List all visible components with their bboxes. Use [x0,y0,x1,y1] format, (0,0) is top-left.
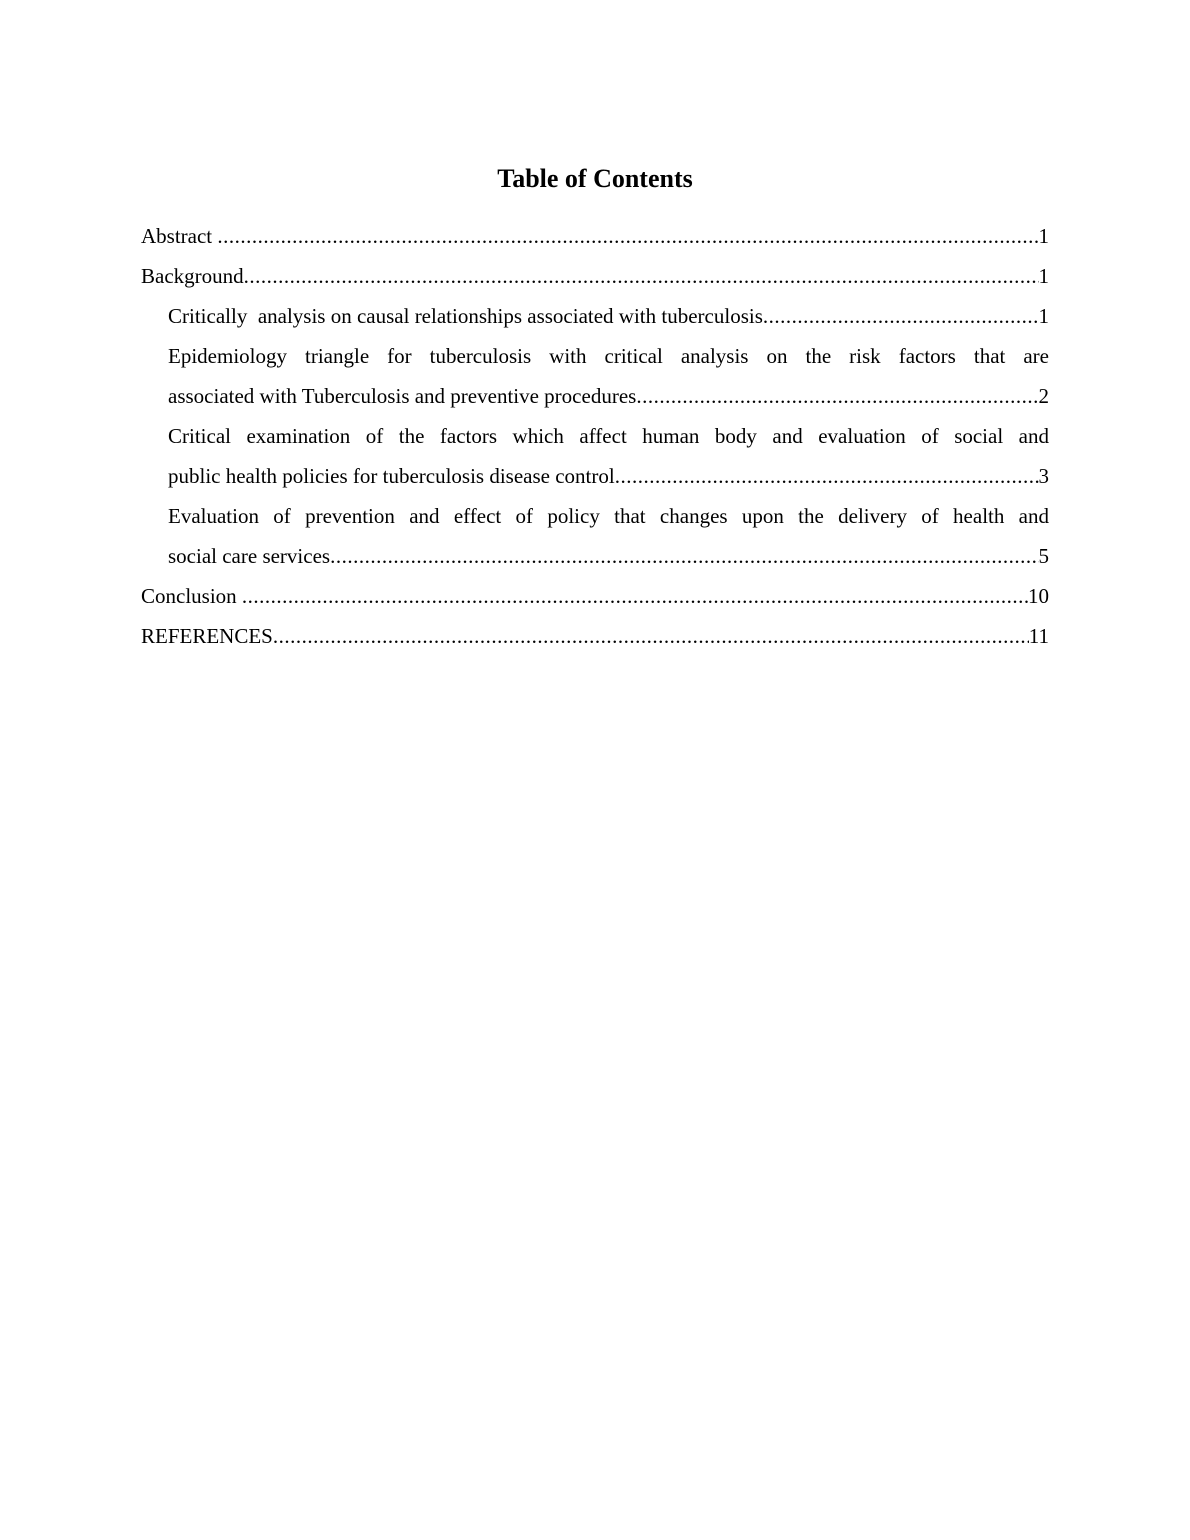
toc-entry-critical-examination[interactable] [168,416,1049,496]
toc-entry-references[interactable] [141,616,1049,656]
toc-entry-text: Critically analysis on causal relationships associated with tuberculosis [168,304,763,328]
table-of-contents [141,216,1049,656]
toc-entry-text: associated with Tuberculosis and preventive procedures [168,384,637,408]
dot-leader [217,216,1038,256]
dot-leader [242,576,1028,616]
toc-entry-text: Conclusion [141,584,242,608]
toc-entry-text: Abstract [141,224,218,248]
toc-page-number: 1 [1038,264,1049,288]
toc-entry-text: Background [141,264,244,288]
dot-leader [615,456,1039,496]
toc-entry-conclusion[interactable] [141,576,1049,616]
toc-page-number: 10 [1028,584,1049,608]
page-title: Table of Contents [497,164,693,193]
toc-entry-causal-relationships[interactable] [168,296,1049,336]
dot-leader [636,376,1038,416]
dot-leader [763,296,1039,336]
toc-entry-epidemiology-triangle[interactable] [168,336,1049,416]
toc-page-number: 5 [1038,544,1049,568]
dot-leader [273,616,1029,656]
toc-entry-first-line: Critical examination of the factors which affect human body and evaluation of social and [168,424,1049,448]
toc-entry-abstract[interactable] [141,216,1049,256]
toc-entry-first-line: Epidemiology triangle for tuberculosis with critical analysis on the risk factors that are [168,344,1049,368]
toc-entry-first-line: Evaluation of prevention and effect of policy that changes upon the delivery of health and [168,504,1049,528]
toc-page-number: 3 [1038,464,1049,488]
toc-entry-evaluation-of-prevention[interactable] [168,496,1049,576]
toc-entry-text: social care services [168,544,331,568]
dot-leader [244,256,1039,296]
toc-page-number: 1 [1038,224,1049,248]
toc-entry-text: public health policies for tuberculosis disease control [168,464,615,488]
toc-entry-text: REFERENCES [141,624,273,648]
toc-page-number: 1 [1038,304,1049,328]
toc-page-number: 2 [1038,384,1049,408]
dot-leader [330,536,1038,576]
toc-page-number: 11 [1028,624,1049,648]
toc-entry-background[interactable] [141,256,1049,296]
